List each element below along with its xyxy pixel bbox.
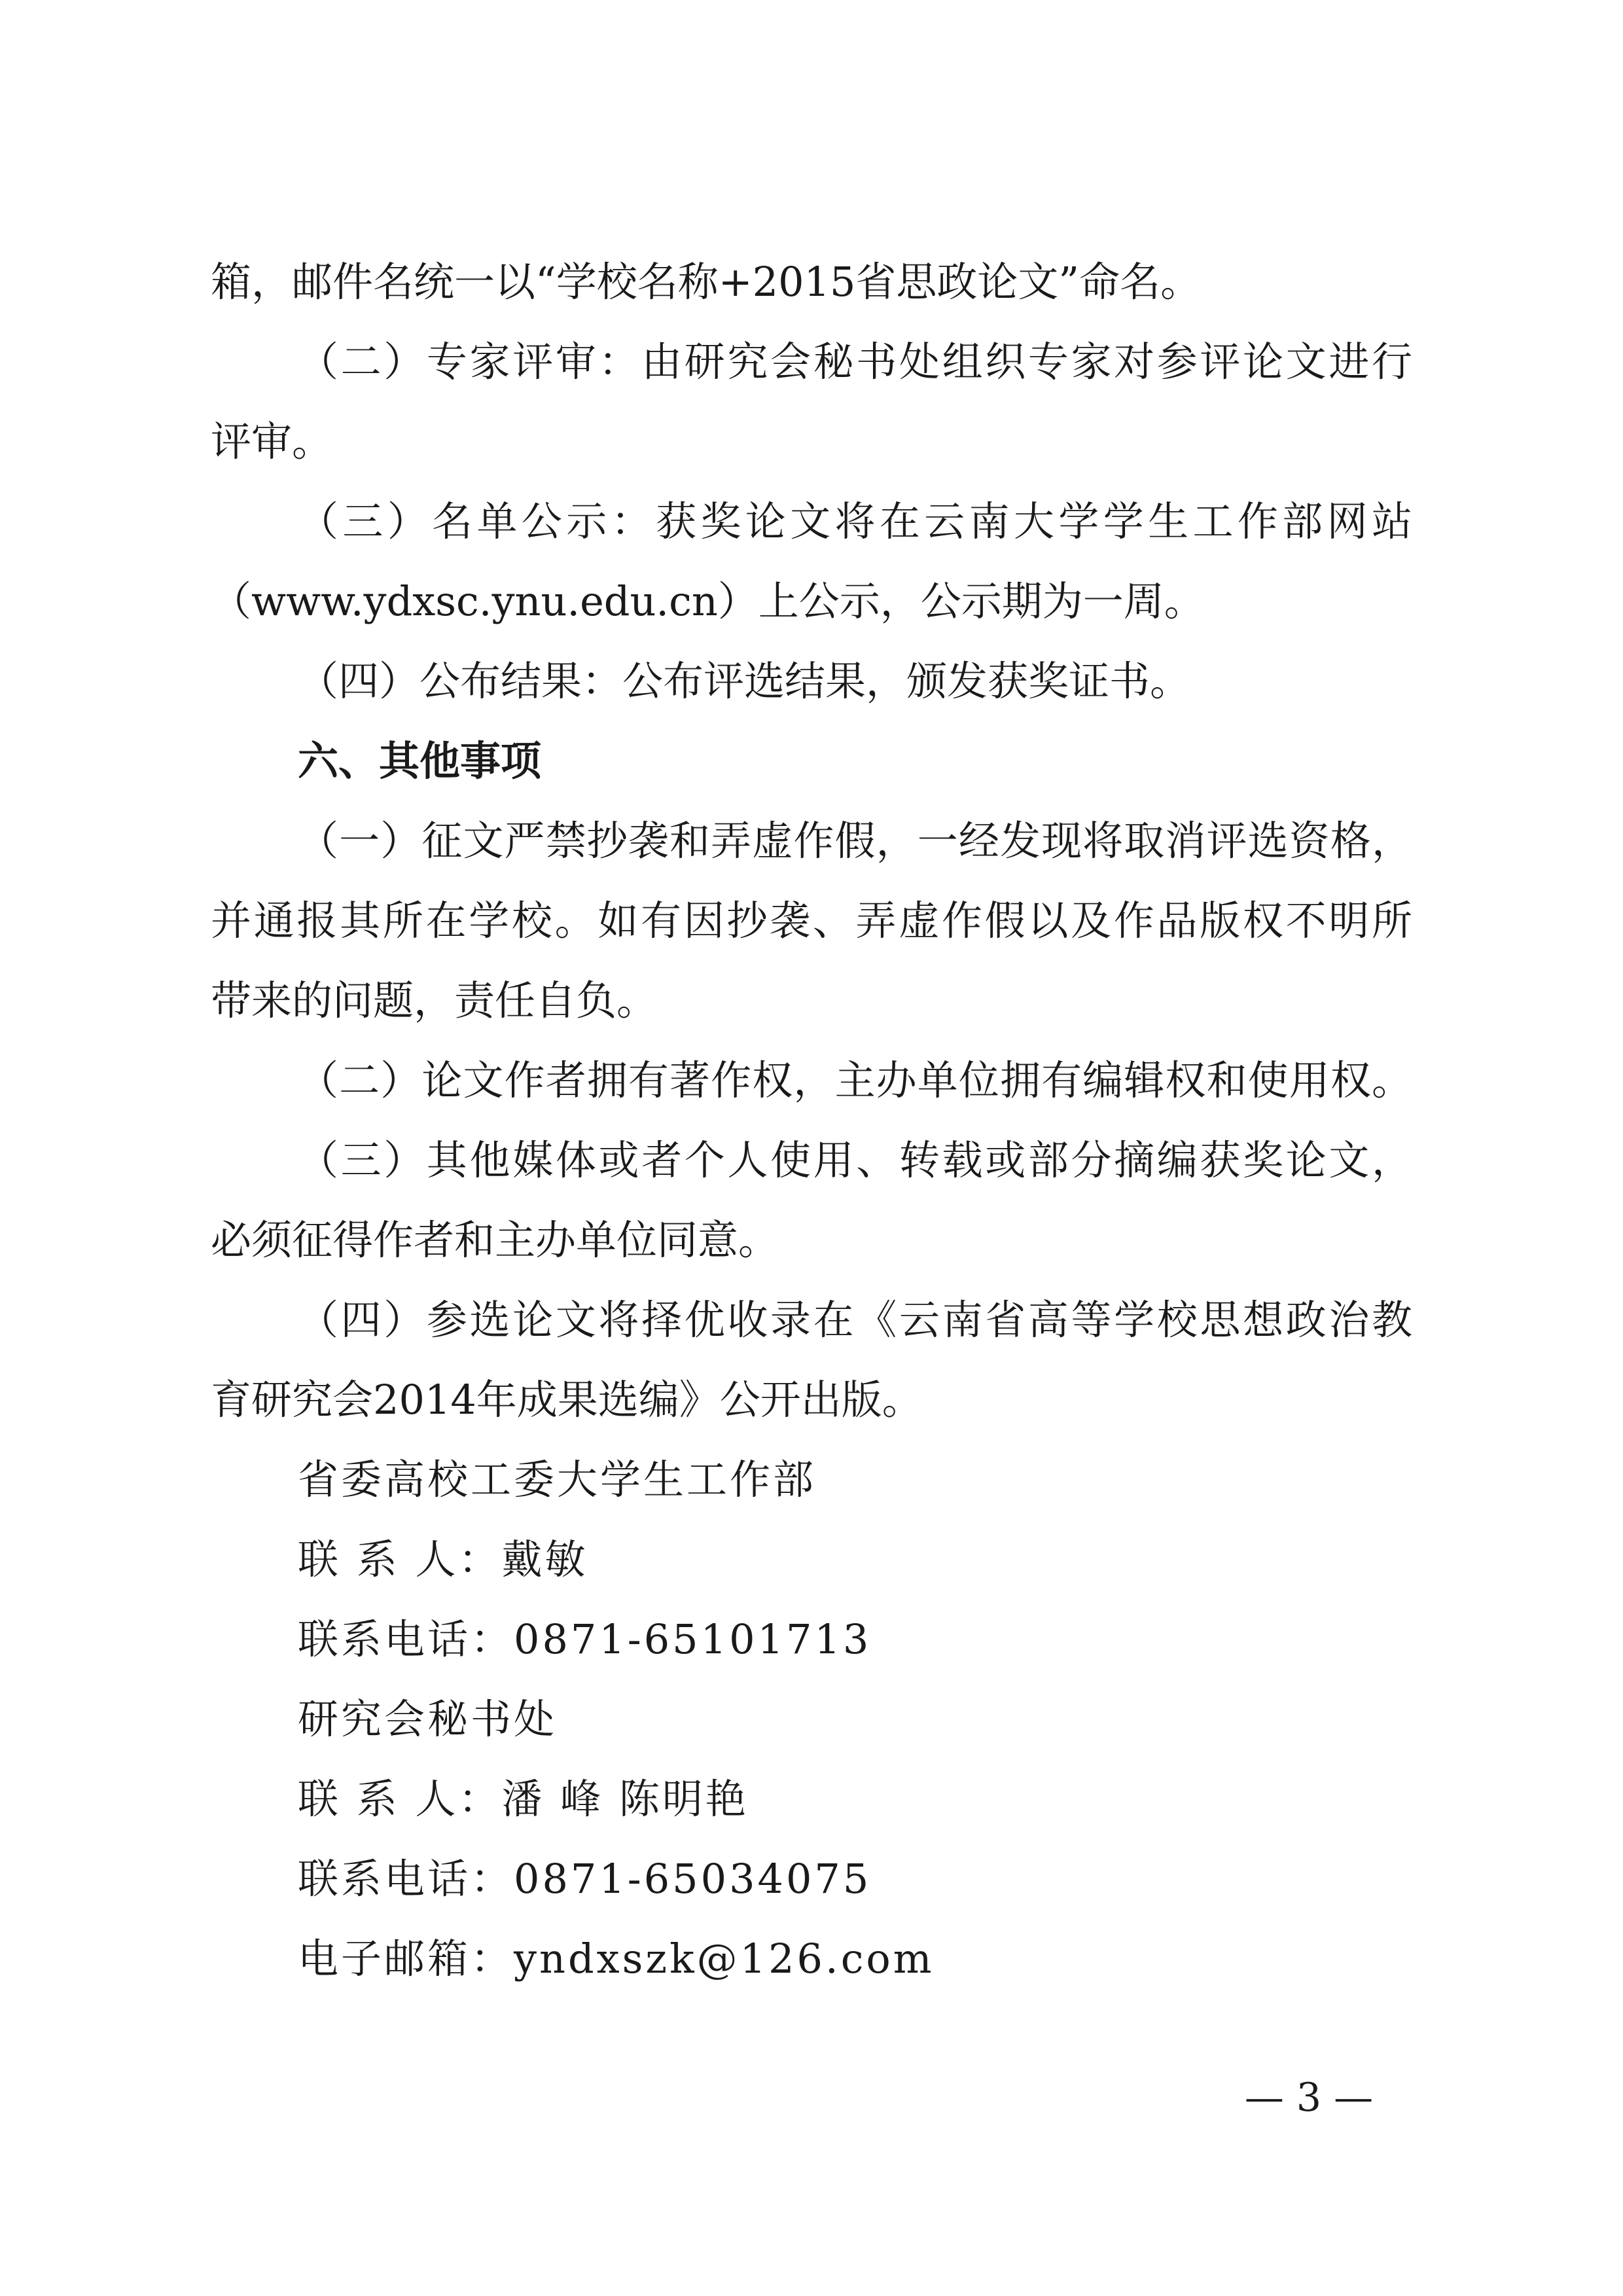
text-line-media-use: （三）其他媒体或者个人使用、转载或部分摘编获奖论文， bbox=[298, 1136, 1412, 1184]
text-line-plagiarism: （一）征文严禁抄袭和弄虚作假，一经发现将取消评选资格， bbox=[298, 817, 1412, 865]
section-heading-other-matters: 六、其他事项 bbox=[298, 737, 542, 785]
text-line-list-publicity: （三）名单公示：获奖论文将在云南大学学生工作部网站 bbox=[298, 497, 1412, 545]
page-number: — 3 — bbox=[1244, 2075, 1374, 2121]
contact-email: 电子邮箱：yndxszk@126.com bbox=[298, 1935, 935, 1982]
text-line-publication: （四）参选论文将择优收录在《云南省高等学校思想政治教 bbox=[298, 1296, 1412, 1344]
text-line-expert-review: （二）专家评审：由研究会秘书处组织专家对参评论文进行 bbox=[298, 338, 1412, 386]
text-line-publication-end: 育研究会2014年成果选编》公开出版。 bbox=[211, 1376, 923, 1424]
text-line-copyright: （二）论文作者拥有著作权，主办单位拥有编辑权和使用权。 bbox=[298, 1056, 1412, 1104]
text-line-consent: 必须征得作者和主办单位同意。 bbox=[211, 1216, 779, 1264]
text-line-mail-naming: 箱，邮件名统一以“学校名称+2015省思政论文”命名。 bbox=[211, 258, 1202, 306]
text-line-notify-school: 并通报其所在学校。如有因抄袭、弄虚作假以及作品版权不明所 bbox=[211, 897, 1412, 944]
contact-org-secretariat: 研究会秘书处 bbox=[298, 1695, 558, 1743]
text-line-announce-results: （四）公布结果：公布评选结果，颁发获奖证书。 bbox=[298, 657, 1191, 705]
contact-org-student-affairs: 省委高校工委大学生工作部 bbox=[298, 1456, 817, 1503]
text-line-review-end: 评审。 bbox=[211, 418, 333, 465]
contact-phone-2: 联系电话：0871-65034075 bbox=[298, 1855, 872, 1903]
text-line-liability: 带来的问题，责任自负。 bbox=[211, 977, 658, 1024]
contact-person-2: 联 系 人：潘 峰 陈明艳 bbox=[298, 1775, 749, 1823]
contact-phone-1: 联系电话：0871-65101713 bbox=[298, 1615, 872, 1663]
contact-person-1: 联 系 人：戴敏 bbox=[298, 1535, 588, 1583]
text-line-website: （www.ydxsc.ynu.edu.cn）上公示，公示期为一周。 bbox=[211, 577, 1205, 625]
